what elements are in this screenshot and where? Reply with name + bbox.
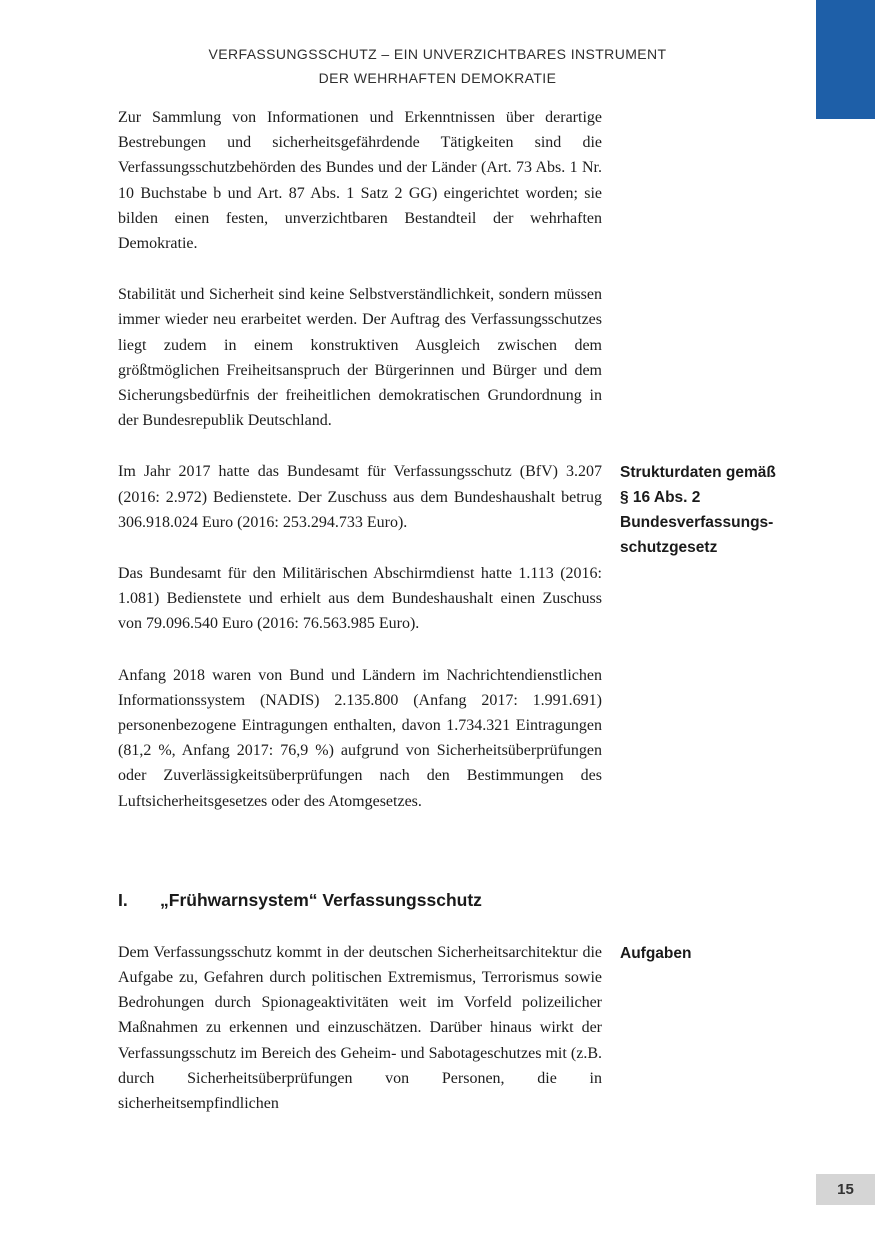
page-number-badge xyxy=(816,1174,875,1205)
body-paragraph-5: Anfang 2018 waren von Bund und Ländern im Nachrichtendienstlichen Informationssystem (NADIS) 2.135.800 (Anfang 2017: 1.991.691) personenbezogene Eintragungen enthalten, davon 1.734.321 Eintragungen (81,2 %, Anfang 2017: 76,9 %) aufgrund von Sicherheitsüberprüfungen oder Zuverlässigkeitsüberprüfungen nach den Bestimmungen des Luftsicherheitsgesetzes oder des Atomgesetzes. xyxy=(118,666,602,810)
text-column xyxy=(118,105,776,1142)
section-heading-title: „Frühwarnsystem“ Verfassungsschutz xyxy=(160,889,482,910)
body-paragraph-1: Zur Sammlung von Informationen und Erkenntnissen über derartige Bestrebungen und sicherheitsgefährdende Tätigkeiten sind die Verfassungsschutzbehörden des Bundes und der Länder (Art. 73 Abs. 1 Nr. 10 Buchstabe b und Art. 87 Abs. 1 Satz 2 GG) eingerichtet worden; sie bilden einen festen, unverzichtbaren Bestandteil der wehrhaften Demokratie. xyxy=(118,109,602,253)
body-paragraph-3 xyxy=(118,459,776,557)
section-heading-numeral: I. xyxy=(118,889,128,910)
body-paragraph-6-text: Dem Verfassungsschutz kommt in der deutschen Sicherheitsarchitektur die Aufgabe zu, Gefahren durch politischen Extremismus, Terrorismus sowie Bedrohungen durch Spionageaktivitäten weit im Vorfeld polizeilicher Maßnahmen zu erkennen und einzuschätzen. Darüber hinaus wirkt der Verfassungsschutz im Bereich des Geheim- und Sabotageschutzes mit (z.B. durch Sicherheitsüberprüfungen von Personen, die in sicherheitsempfindlichen xyxy=(118,943,602,1113)
running-header xyxy=(0,42,875,90)
running-header-line1: VERFASSUNGSSCHUTZ – EIN UNVERZICHTBARES INSTRUMENT xyxy=(208,46,667,62)
body-paragraph-6 xyxy=(118,940,692,1116)
body-paragraph-4: Das Bundesamt für den Militärischen Abschirmdienst hatte 1.113 (2016: 1.081) Bedienstete und erhielt aus dem Bundeshaushalt einen Zuschuss von 79.096.540 Euro (2016: 76.563.985 Euro). xyxy=(118,565,602,633)
section-heading xyxy=(118,888,602,913)
page-number: 15 xyxy=(837,1181,854,1198)
body-paragraph-3-text: Im Jahr 2017 hatte das Bundesamt für Verfassungsschutz (BfV) 3.207 (2016: 2.972) Bedienstete. Der Zuschuss aus dem Bundeshaushalt betrug 306.918.024 Euro (2016: 253.294.733 Euro). xyxy=(118,463,602,531)
margin-note-aufgaben: Aufgaben xyxy=(620,944,692,962)
running-header-line2: DER WEHRHAFTEN DEMOKRATIE xyxy=(318,70,557,86)
margin-note-strukturdaten: Strukturdaten gemäß § 16 Abs. 2 Bundesverfassungsschutzgesetz xyxy=(620,464,776,557)
body-paragraph-2: Stabilität und Sicherheit sind keine Selbstverständlichkeit, sondern müssen immer wieder neu erarbeitet werden. Der Auftrag des Verfassungsschutzes liegt zudem in einem konstruktiven Ausgleich zwischen dem größtmöglichen Freiheitsanspruch der Bürgerinnen und Bürger und dem Sicherungsbedürfnis der freiheitlichen demokratischen Grundordnung in der Bundesrepublik Deutschland. xyxy=(118,286,602,430)
